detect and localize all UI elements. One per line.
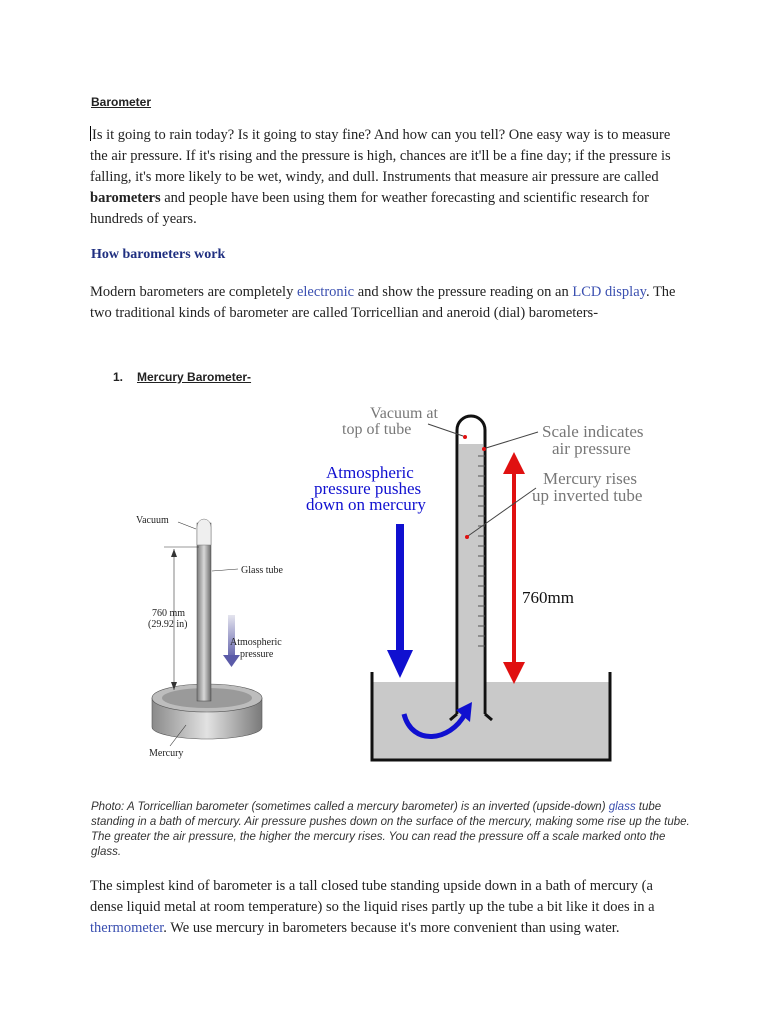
mercury-label: Mercury <box>149 748 184 759</box>
pressure-label: pressure <box>240 649 274 660</box>
lcd-display-link[interactable]: LCD display <box>572 284 646 300</box>
atmospheric-pressure-label: Atmospheric <box>326 463 414 482</box>
atmospheric-label: Atmospheric <box>230 637 282 648</box>
intro-paragraph <box>90 125 680 230</box>
simplest-text: The simplest kind of barometer is a tall closed tube standing upside down in a bath of mercury (a dense liquid metal at room temperature) so the liquid rises partly up the tube a bit like it does in a <box>90 878 655 915</box>
glass-link[interactable]: glass <box>608 801 636 813</box>
photo-caption <box>91 800 691 860</box>
intro-bold-term: barometers <box>90 190 161 206</box>
list-item <box>113 370 251 384</box>
glass-tube-label: Glass tube <box>241 565 283 576</box>
height-in-label: (29.92 in) <box>148 619 188 630</box>
down-on-mercury-label: down on mercury <box>306 495 426 514</box>
pressure-pushes-label: pressure pushes <box>314 479 422 498</box>
section-heading: How barometers work <box>91 247 226 262</box>
modern-paragraph <box>90 282 680 324</box>
list-number: 1. <box>113 370 124 384</box>
caption-text-end: tube standing in a bath of mercury. Air pressure pushes down on the surface of the mercury, making some rise up the tube. The greater the air pressure, the higher the mercury rises. You can read the pressure off a scale marked onto the glass. <box>91 801 690 858</box>
simplest-text-end: . We use mercury in barometers because it's more convenient than using water. <box>163 920 620 936</box>
height-760mm-label: 760mm <box>522 588 574 607</box>
vacuum-at-label: Vacuum at <box>370 405 438 422</box>
mercury-rises-label: Mercury rises <box>543 469 637 488</box>
scale-indicates-label: Scale indicates <box>542 422 644 441</box>
modern-text-2: and show the pressure reading on an <box>354 284 573 300</box>
thermometer-link[interactable]: thermometer <box>90 920 164 936</box>
simplest-paragraph <box>90 876 680 939</box>
electronic-link[interactable]: electronic <box>296 284 355 300</box>
air-pressure-label: air pressure <box>552 439 631 458</box>
height-mm-label: 760 mm <box>152 608 186 619</box>
vacuum-label: Vacuum <box>136 515 169 526</box>
intro-text: Is it going to rain today? Is it going to stay fine? And how can you tell? One easy way is to measure the air pressure. If it's rising and the pressure is high, chances are it'll be a fine day; if the pressure is falling, it's more likely to be wet, windy, and dull. Instruments that measure air pressure are called <box>90 127 671 185</box>
modern-text: Modern barometers are completely <box>90 284 297 300</box>
caption-text: Photo: A Torricellian barometer (sometimes called a mercury barometer) is an inverted (upside-down) <box>91 801 609 813</box>
text-cursor <box>90 126 91 141</box>
document-title: Barometer <box>91 95 152 109</box>
torricellian-barometer-diagram <box>300 396 690 776</box>
top-of-tube-label: top of tube <box>342 421 412 438</box>
list-label: Mercury Barometer- <box>137 370 252 384</box>
intro-text-end: and people have been using them for weather forecasting and scientific research for hundreds of years. <box>90 190 649 227</box>
mercury-barometer-illustration <box>130 505 310 770</box>
inverted-tube-label: up inverted tube <box>532 486 643 505</box>
modern-text-3: . The two traditional kinds of barometer are called Torricellian and aneroid (dial) barometers- <box>90 284 676 321</box>
